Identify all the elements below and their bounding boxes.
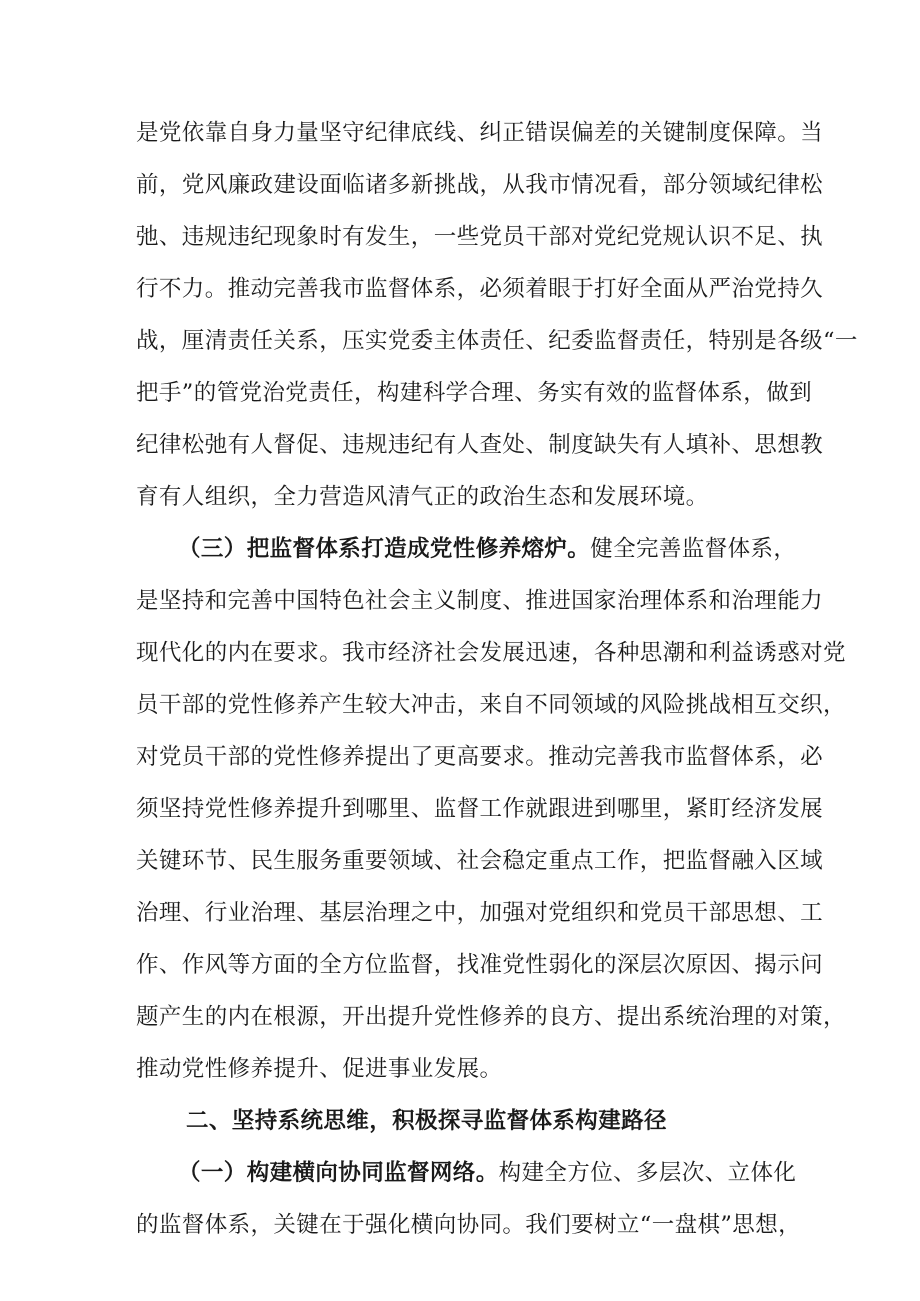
paragraph-3-line: 的监督体系，关键在于强化横向协同。我们要树立“一盘棋”思想，: [136, 1212, 802, 1238]
paragraph-2-line: 员干部的党性修养产生较大冲击，来自不同领域的风险挑战相互交织，: [136, 692, 846, 718]
paragraph-2-line: 题产生的内在根源，开出提升党性修养的良方、提出系统治理的对策，: [136, 1004, 846, 1030]
paragraph-1-line: 是党依靠自身力量坚守纪律底线、纠正错误偏差的关键制度保障。当: [136, 120, 824, 146]
paragraph-1-line: 育有人组织，全力营造风清气正的政治生态和发展环境。: [136, 484, 709, 510]
paragraph-2-lead-text: 健全完善监督体系，: [590, 536, 797, 562]
paragraph-2-line: 推动党性修养提升、促进事业发展。: [136, 1056, 503, 1082]
paragraph-2-subheading: （三）把监督体系打造成党性修养熔炉。: [178, 536, 591, 562]
paragraph-1-line: 弛、违规违纪现象时有发生，一些党员干部对党纪党规认识不足、执: [136, 224, 824, 250]
paragraph-1-line: 战，厘清责任关系，压实党委主体责任、纪委监督责任，特别是各级“一: [136, 328, 858, 354]
paragraph-2-line: 须坚持党性修养提升到哪里、监督工作就跟进到哪里，紧盯经济发展: [136, 796, 824, 822]
paragraph-2-line: 作、作风等方面的全方位监督，找准党性弱化的深层次原因、揭示问: [136, 952, 824, 978]
paragraph-2-lead: [178, 534, 797, 564]
paragraph-1-line: 纪律松弛有人督促、违规违纪有人查处、制度缺失有人填补、思想教: [136, 432, 824, 458]
paragraph-2-line: 对党员干部的党性修养提出了更高要求。推动完善我市监督体系，必: [136, 744, 824, 770]
paragraph-3-lead: [178, 1158, 797, 1188]
paragraph-1-line: 行不力。推动完善我市监督体系，必须着眼于打好全面从严治党持久: [136, 276, 824, 302]
paragraph-2-line: 是坚持和完善中国特色社会主义制度、推进国家治理体系和治理能力: [136, 588, 824, 614]
paragraph-2-line: 现代化的内在要求。我市经济社会发展迅速，各种思潮和利益诱惑对党: [136, 640, 846, 666]
paragraph-1-line: 把手”的管党治党责任，构建科学合理、务实有效的监督体系，做到: [136, 380, 813, 406]
section-heading: 二、坚持系统思维，积极探寻监督体系构建路径: [186, 1108, 667, 1134]
paragraph-2-line: 关键环节、民生服务重要领域、社会稳定重点工作，把监督融入区域: [136, 848, 824, 874]
paragraph-3-subheading: （一）构建横向协同监督网络。: [178, 1160, 499, 1186]
paragraph-1-line: 前，党风廉政建设面临诸多新挑战，从我市情况看，部分领域纪律松: [136, 172, 824, 198]
paragraph-3-lead-text: 构建全方位、多层次、立体化: [498, 1160, 797, 1186]
paragraph-2-line: 治理、行业治理、基层治理之中，加强对党组织和党员干部思想、工: [136, 900, 824, 926]
